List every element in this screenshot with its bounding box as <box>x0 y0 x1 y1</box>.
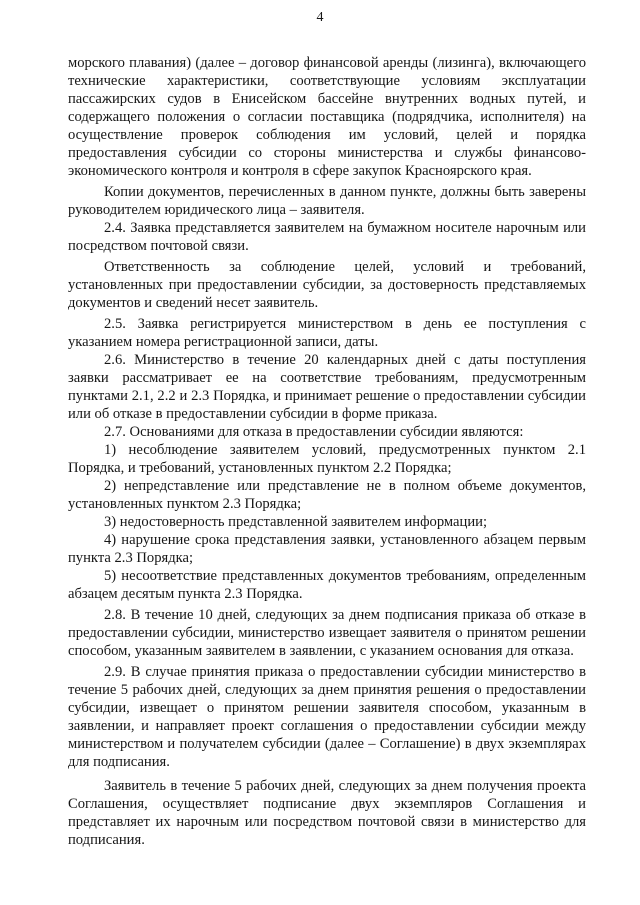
paragraph-lease-continuation: морского плавания) (далее – договор финансовой аренды (лизинга), включающего технические характеристики, соответствующие условиям эксплуатации пассажирских судов в Енисейском бассейне внутренних водных путей, и содержащего положения о согласии поставщика (подрядчика, исполнителя) на осуществление проверок соблюдения им условий, целей и порядка предоставления субсидии со стороны министерства и службы финансово-экономического контроля и контроля в сфере закупок Красноярского края. <box>68 55 586 179</box>
list-item-3: 3) недостоверность представленной заявителем информации; <box>104 514 488 530</box>
paragraph-2-8: 2.8. В течение 10 дней, следующих за днем подписания приказа об отказе в предоставлении субсидии, министерство извещает заявителя о принятом решении способом, указанным заявителем в заявлении, с указанием основания для отказа. <box>68 607 586 659</box>
paragraph-applicant-signing: Заявитель в течение 5 рабочих дней, следующих за днем получения проекта Соглашения, осуществляет подписание двух экземпляров Соглашения и представляет их нарочным или посредством почтовой связи в министерство для подписания. <box>68 778 586 848</box>
list-item-2: 2) непредставление или представление не в полном объеме документов, установленных пунктом 2.3 Порядка; <box>68 478 586 512</box>
list-item-5: 5) несоответствие представленных документов требованиям, определенным абзацем десятым пункта 2.3 Порядка. <box>68 568 586 602</box>
paragraph-2-4: 2.4. Заявка представляется заявителем на бумажном носителе нарочным или посредством почтовой связи. <box>68 220 586 254</box>
paragraph-responsibility: Ответственность за соблюдение целей, условий и требований, установленных при предоставлении субсидии, за достоверность представляемых документов и сведений несет заявитель. <box>68 259 586 311</box>
paragraph-2-5: 2.5. Заявка регистрируется министерством в день ее поступления с указанием номера регистрационной записи, даты. <box>68 316 586 350</box>
paragraph-copies-certified: Копии документов, перечисленных в данном пункте, должны быть заверены руководителем юридического лица – заявителя. <box>68 184 586 218</box>
paragraph-2-7: 2.7. Основаниями для отказа в предоставлении субсидии являются: <box>104 424 524 440</box>
page-number: 4 <box>316 10 324 25</box>
list-item-1: 1) несоблюдение заявителем условий, предусмотренных пунктом 2.1 Порядка, и требований, установленных пунктом 2.2 Порядка; <box>68 442 586 476</box>
document-body <box>68 54 586 849</box>
list-item-4: 4) нарушение срока представления заявки, установленного абзацем первым пункта 2.3 Порядка; <box>68 532 586 566</box>
paragraph-2-9: 2.9. В случае принятия приказа о предоставлении субсидии министерство в течение 5 рабочих дней, следующих за днем принятия решения о предоставлении субсидии, извещает о принятом решении заявителя способом, указанным в заявлении, и направляет проект соглашения о предоставлении субсидии между министерством и получателем субсидии (далее – Соглашение) в двух экземплярах для подписания. <box>68 664 586 770</box>
paragraph-2-6: 2.6. Министерство в течение 20 календарных дней с даты поступления заявки рассматривает ее на соответствие требованиям, предусмотренным пунктами 2.1, 2.2 и 2.3 Порядка, и принимает решение о предоставлении субсидии или об отказе в предоставлении субсидии в форме приказа. <box>68 352 586 422</box>
